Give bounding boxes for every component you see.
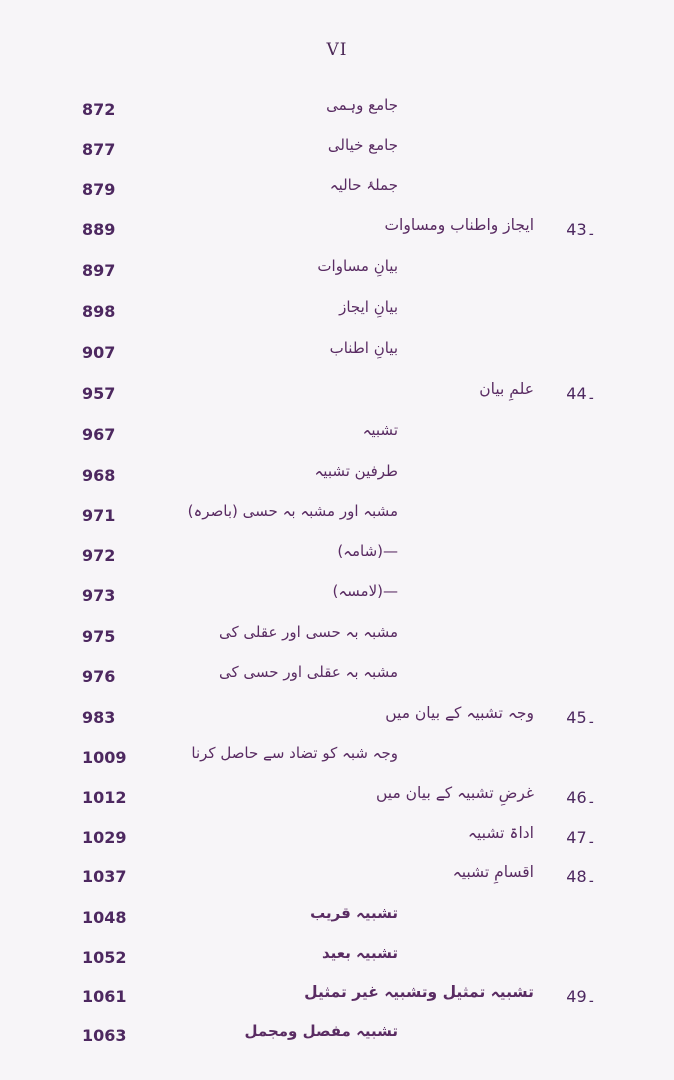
toc-subentry-title: —(شامہ) <box>337 542 398 560</box>
toc-page-number: 1052 <box>82 948 127 967</box>
toc-page-number: 968 <box>82 466 116 485</box>
toc-chapter-title: تشبیہ تمثیل وتشبیہ غیر تمثیل <box>304 983 534 1001</box>
toc-entry <box>0 902 674 934</box>
toc-page-number: 972 <box>82 546 116 565</box>
toc-chapter-title: علمِ بیان <box>479 380 534 398</box>
toc-subentry-title: بیانِ مساوات <box>317 257 398 275</box>
toc-subentry-title: تشبیہ مفصل ومجمل <box>244 1022 398 1040</box>
toc-page-number: 973 <box>82 586 116 605</box>
toc-page-number: 897 <box>82 261 116 280</box>
toc-chapter-number: 46۔ <box>566 788 596 807</box>
toc-chapter-number: 47۔ <box>566 828 596 847</box>
toc-entry <box>0 942 674 974</box>
toc-page-number: 975 <box>82 627 116 646</box>
toc-page-number: 957 <box>82 384 116 403</box>
toc-chapter-title: اداۃ تشبیہ <box>467 824 534 842</box>
toc-entry <box>0 419 674 451</box>
toc-subentry-title: تشبیہ <box>362 421 398 439</box>
toc-page-number: 1037 <box>82 867 127 886</box>
toc-subentry-title: بیانِ اطناب <box>329 339 398 357</box>
toc-chapter-number: 48۔ <box>566 867 596 886</box>
toc-entry <box>0 296 674 328</box>
toc-page-number: 976 <box>82 667 116 686</box>
toc-subentry-title: طرفین تشبیہ <box>314 462 398 480</box>
toc-entry <box>0 174 674 206</box>
toc-subentry-title: تشبیہ قریب <box>310 904 398 922</box>
toc-subentry-title: مشبہ اور مشبہ بہ حسی (باصرہ) <box>187 502 398 520</box>
toc-entry <box>0 981 674 1013</box>
toc-page-number: 1012 <box>82 788 127 807</box>
toc-chapter-title: ایجاز واطناب ومساوات <box>384 216 534 234</box>
toc-page-number: 879 <box>82 180 116 199</box>
toc-page-number: 971 <box>82 506 116 525</box>
toc-chapter-title: غرضِ تشبیہ کے بیان میں <box>375 784 534 802</box>
toc-entry <box>0 134 674 166</box>
toc-page-number: 877 <box>82 140 116 159</box>
toc-page-number: 889 <box>82 220 116 239</box>
toc-subentry-title: مشبہ بہ عقلی اور حسی کی <box>219 663 398 681</box>
toc-page-number: 967 <box>82 425 116 444</box>
toc-entry <box>0 822 674 854</box>
toc-entry <box>0 255 674 287</box>
toc-entry <box>0 580 674 612</box>
toc-page-number: 898 <box>82 302 116 321</box>
toc-entry <box>0 702 674 734</box>
toc-entry <box>0 214 674 246</box>
toc-page-number: 1063 <box>82 1026 127 1045</box>
toc-entry <box>0 94 674 126</box>
toc-subentry-title: جامع وہمی <box>326 96 398 114</box>
toc-subentry-title: جملۂ حالیہ <box>329 176 398 194</box>
toc-entry <box>0 540 674 572</box>
toc-subentry-title: جامع خیالی <box>327 136 398 154</box>
toc-entry <box>0 500 674 532</box>
toc-page-number: 872 <box>82 100 116 119</box>
toc-subentry-title: تشبیہ بعید <box>321 944 398 962</box>
toc-page-number: 1009 <box>82 748 127 767</box>
toc-entry <box>0 861 674 893</box>
toc-entry <box>0 742 674 774</box>
toc-chapter-number: 44۔ <box>566 384 596 403</box>
toc-entry <box>0 621 674 653</box>
toc-subentry-title: مشبہ بہ حسی اور عقلی کی <box>219 623 398 641</box>
toc-chapter-number: 43۔ <box>566 220 596 239</box>
toc-chapter-number: 45۔ <box>566 708 596 727</box>
toc-subentry-title: بیانِ ایجاز <box>339 298 398 316</box>
page-header-roman-numeral: VI <box>326 40 348 60</box>
toc-chapter-title: اقسامِ تشبیہ <box>452 863 534 881</box>
toc-entry <box>0 337 674 369</box>
toc-entry <box>0 1020 674 1052</box>
toc-page-number: 983 <box>82 708 116 727</box>
toc-subentry-title: وجہ شبہ کو تضاد سے حاصل کرنا <box>191 744 398 762</box>
toc-page-number: 1029 <box>82 828 127 847</box>
toc-entry <box>0 782 674 814</box>
toc-chapter-title: وجہ تشبیہ کے بیان میں <box>385 704 534 722</box>
toc-page-number: 907 <box>82 343 116 362</box>
toc-page-number: 1061 <box>82 987 127 1006</box>
toc-entry <box>0 661 674 693</box>
toc-entry <box>0 378 674 410</box>
toc-subentry-title: —(لامسہ) <box>332 582 398 600</box>
toc-chapter-number: 49۔ <box>566 987 596 1006</box>
toc-entry <box>0 460 674 492</box>
toc-page-number: 1048 <box>82 908 127 927</box>
